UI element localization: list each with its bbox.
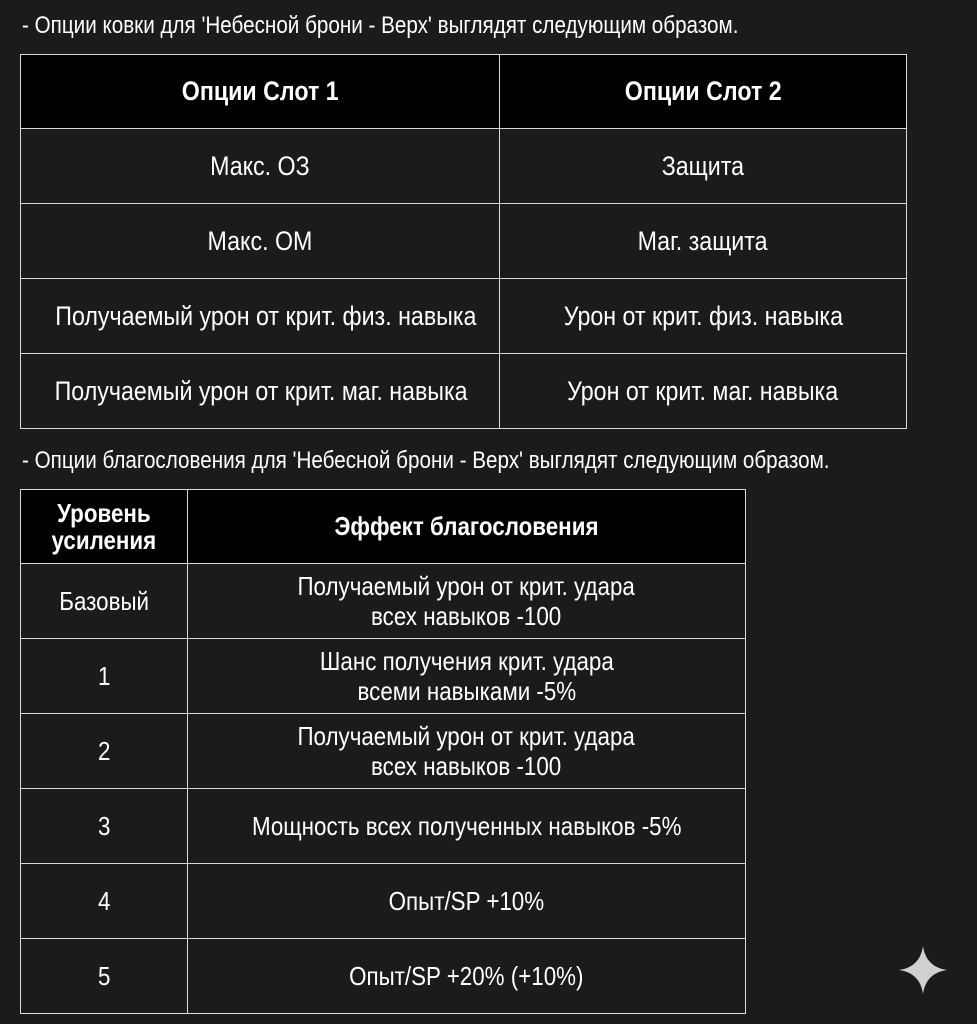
column-header-slot-2: Опции Слот 2: [500, 55, 907, 129]
slot-2-option: Защита: [500, 129, 907, 204]
slot-2-option: Урон от крит. физ. навыка: [500, 279, 907, 354]
slot-2-option: Урон от крит. маг. навыка: [500, 354, 907, 429]
slot-2-option: Маг. защита: [500, 204, 907, 279]
enhance-level: 4: [21, 864, 188, 939]
blessing-effect: Мощность всех полученных навыков -5%: [188, 789, 746, 864]
forge-options-table: [20, 54, 907, 429]
table-row: [21, 789, 746, 864]
table-row: [21, 864, 746, 939]
slot-1-option: Получаемый урон от крит. физ. навыка: [21, 279, 500, 354]
forge-options-heading: - Опции ковки для 'Небесной брони - Верх' выглядят следующим образом.: [22, 12, 739, 39]
table-row: [21, 564, 746, 639]
slot-1-option: Макс. ОЗ: [21, 129, 500, 204]
column-header-blessing-effect: Эффект благословения: [188, 490, 746, 564]
slot-1-option: Получаемый урон от крит. маг. навыка: [21, 354, 500, 429]
slot-1-option: Макс. ОМ: [21, 204, 500, 279]
table-row: [21, 204, 907, 279]
blessing-effect: Опыт/SP +20% (+10%): [188, 939, 746, 1014]
table-header-row: [21, 55, 907, 129]
enhance-level: 3: [21, 789, 188, 864]
table-header-row: [21, 490, 746, 564]
table-row: [21, 354, 907, 429]
column-header-enhance-level: Уровень усиления: [21, 490, 188, 564]
enhance-level: 5: [21, 939, 188, 1014]
blessing-options-table: [20, 489, 746, 1014]
blessing-options-heading: - Опции благословения для 'Небесной брони - Верх' выглядят следующим образом.: [22, 447, 830, 474]
sparkle-icon: [897, 944, 949, 996]
table-row: [21, 639, 746, 714]
table-row: [21, 129, 907, 204]
enhance-level: Базовый: [21, 564, 188, 639]
enhance-level: 1: [21, 639, 188, 714]
blessing-effect: Получаемый урон от крит. удара всех навыков -100: [188, 564, 746, 639]
table-row: [21, 939, 746, 1014]
enhance-level: 2: [21, 714, 188, 789]
blessing-effect: Получаемый урон от крит. удара всех навыков -100: [188, 714, 746, 789]
blessing-effect: Опыт/SP +10%: [188, 864, 746, 939]
table-row: [21, 279, 907, 354]
column-header-slot-1: Опции Слот 1: [21, 55, 500, 129]
table-row: [21, 714, 746, 789]
blessing-effect: Шанс получения крит. удара всеми навыками -5%: [188, 639, 746, 714]
